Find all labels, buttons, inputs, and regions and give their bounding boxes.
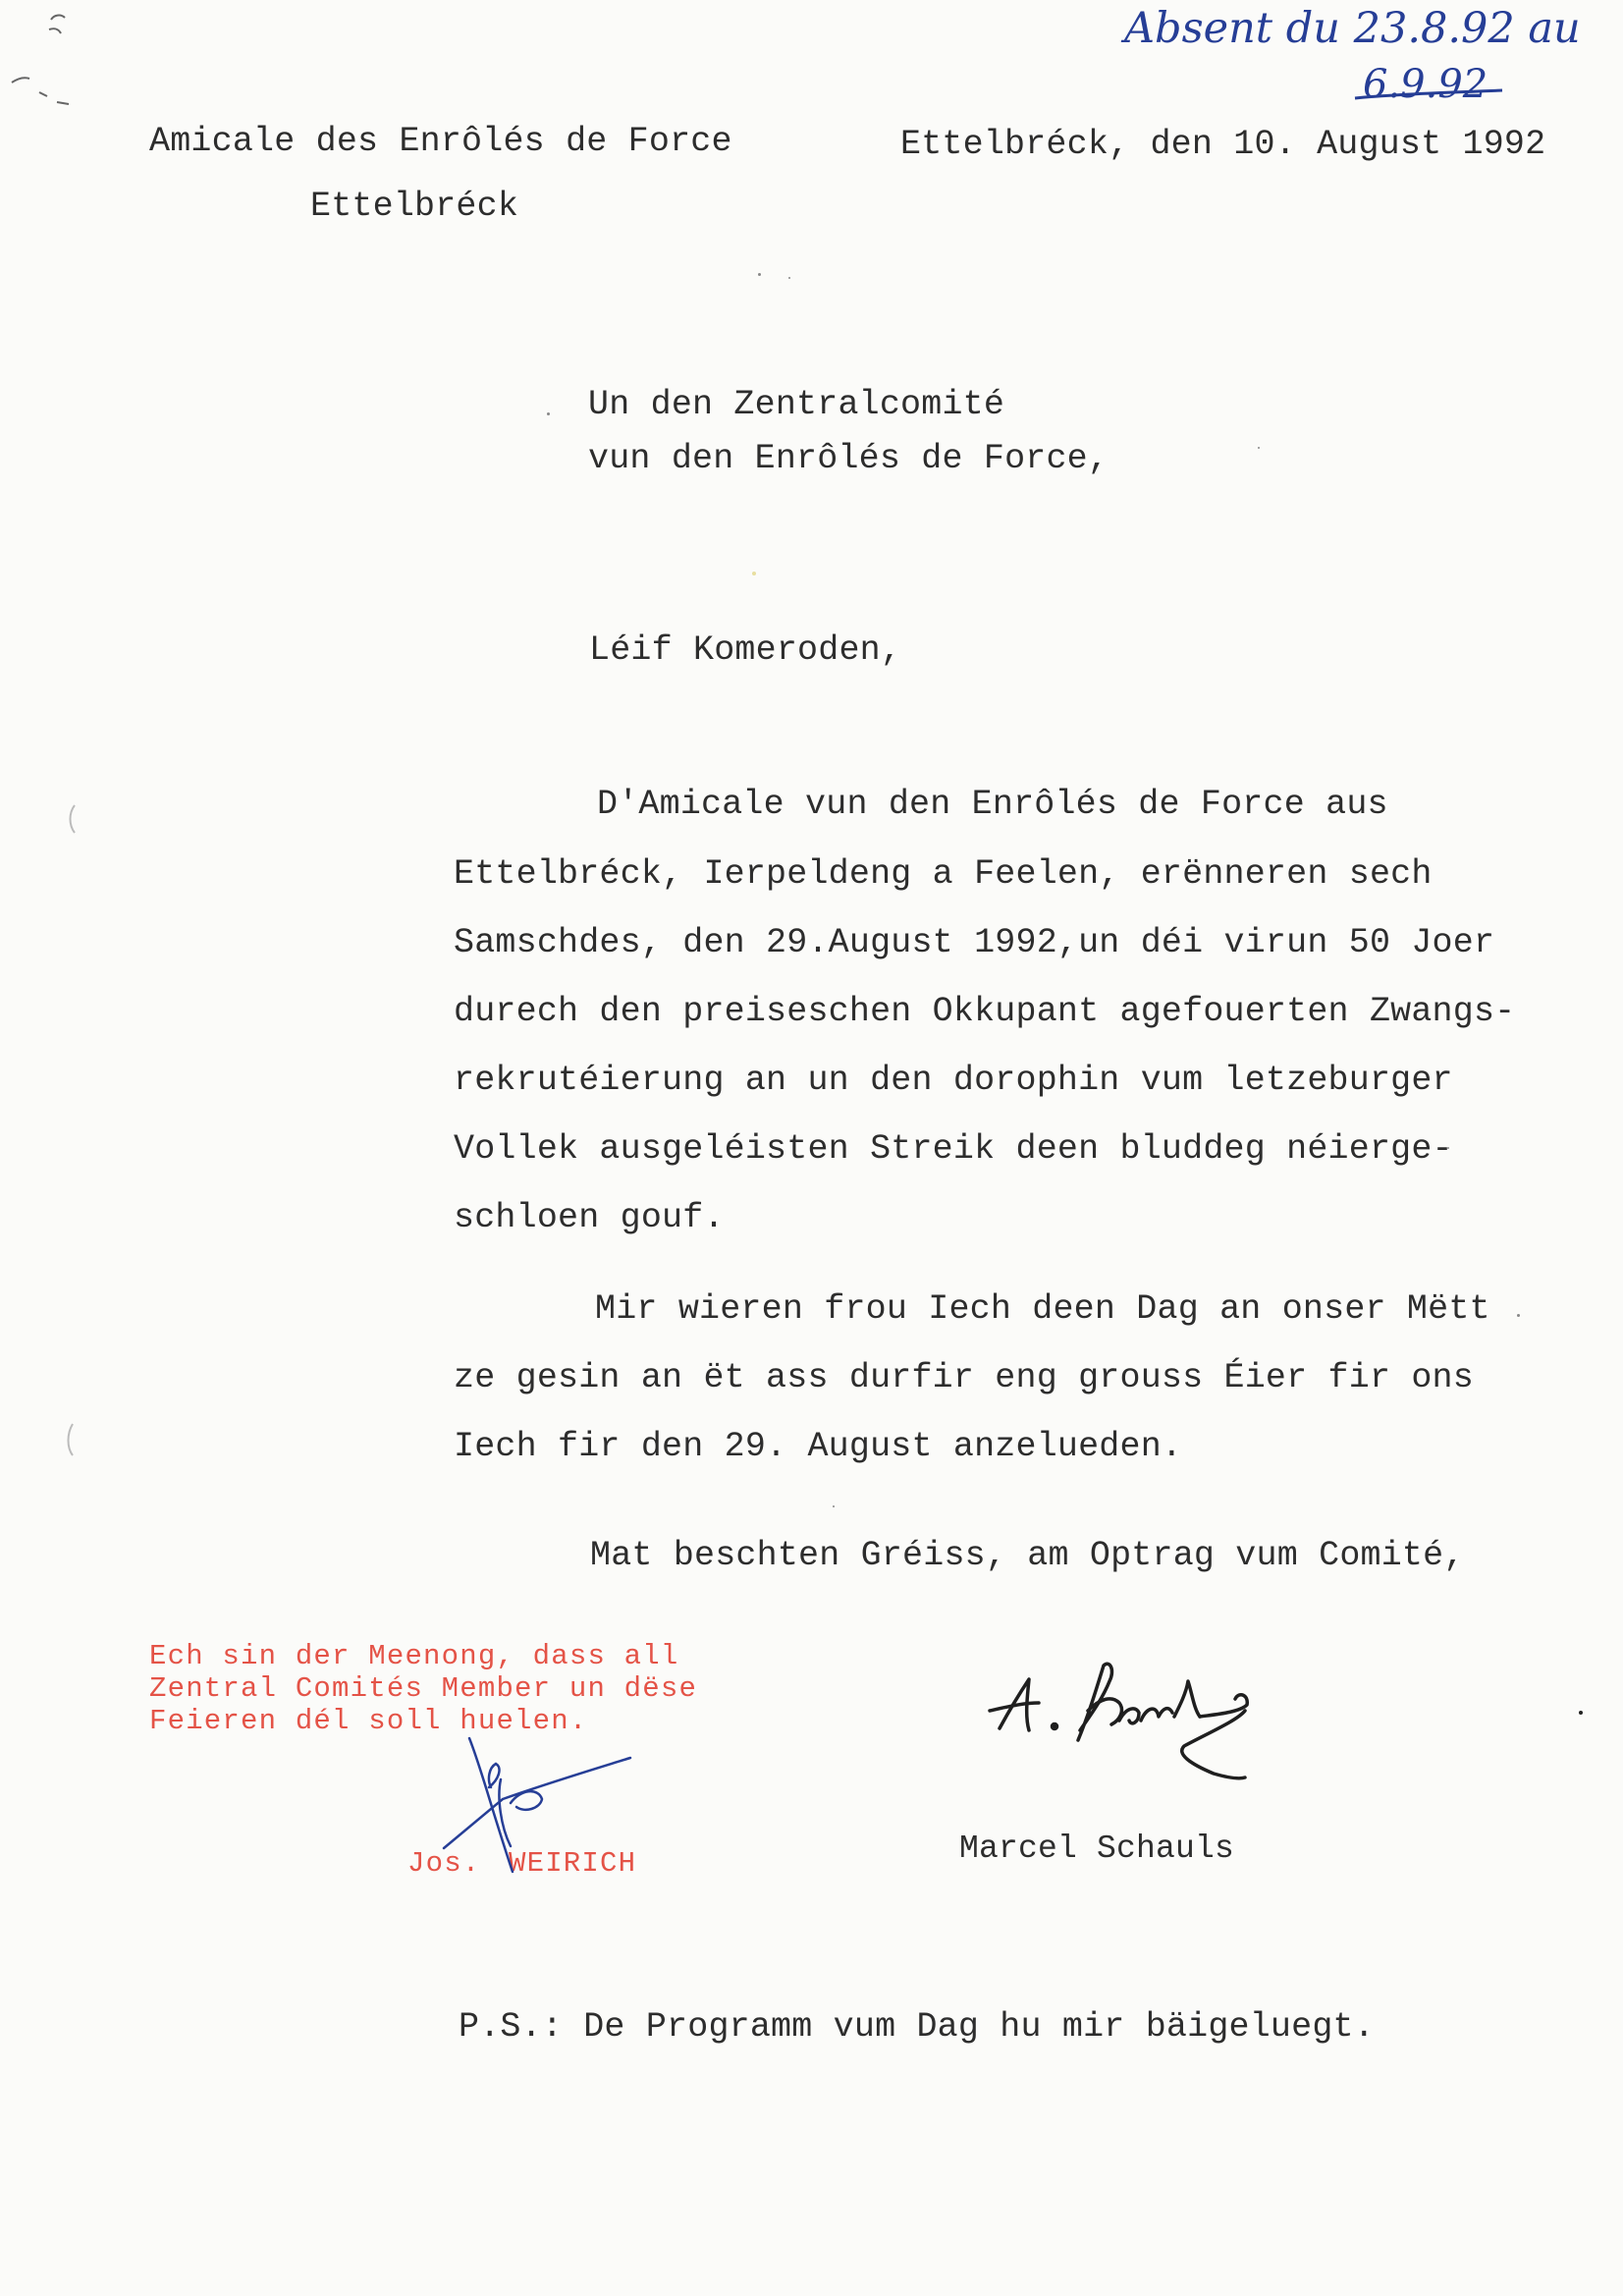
body-line: Vollek ausgeléisten Streik deen bluddeg néierge-: [454, 1129, 1453, 1169]
place-and-date: Ettelbréck, den 10. August 1992: [900, 125, 1546, 164]
scan-edge-mark: [71, 805, 76, 833]
body-line: Mir wieren frou Iech deen Dag an onser Mëtt: [595, 1289, 1490, 1329]
scan-edge-mark: [49, 16, 65, 33]
body-line: Ettelbréck, Ierpeldeng a Feelen, erënneren sech: [454, 854, 1433, 894]
scan-speck: [1579, 1711, 1583, 1715]
body-line: rekrutéierung an un den dorophin vum letzeburger: [454, 1061, 1453, 1100]
salutation: Léif Komeroden,: [589, 630, 902, 670]
body-line: Iech fir den 29. August anzelueden.: [454, 1427, 1183, 1466]
schauls-signature: [990, 1664, 1247, 1778]
annotation-signer-last-name: WEIRICH: [509, 1847, 637, 1880]
closing-line: Mat beschten Gréiss, am Optrag vum Comité,: [590, 1536, 1465, 1575]
scan-speck: [547, 412, 550, 415]
scan-speck: [1517, 1314, 1520, 1317]
scan-speck: [833, 1505, 835, 1507]
annotation-line: Zentral Comités Member un dëse: [149, 1672, 698, 1705]
scan-speck: [752, 572, 756, 575]
body-line: schloen gouf.: [454, 1198, 725, 1237]
signer-name: Marcel Schauls: [959, 1831, 1235, 1867]
annotation-line: Ech sin der Meenong, dass all: [149, 1640, 679, 1672]
recipient-line-1: Un den Zentralcomité: [588, 385, 1005, 424]
body-line: durech den preiseschen Okkupant agefouerten Zwangs-: [454, 992, 1516, 1031]
scan-speck: [788, 277, 790, 279]
scan-edge-mark: [12, 78, 69, 104]
sender-organization: Amicale des Enrôlés de Force: [149, 122, 732, 161]
postscript: P.S.: De Programm vum Dag hu mir bäigeluegt.: [459, 2007, 1375, 2047]
handwritten-absence-note-dates: 6.9.92: [1363, 62, 1488, 107]
sender-town: Ettelbréck: [310, 187, 519, 226]
body-line: ze gesin an ët ass durfir eng grouss Éier fir ons: [454, 1358, 1474, 1397]
body-line: D'Amicale vun den Enrôlés de Force aus: [597, 785, 1388, 824]
annotation-signer-first-name: Jos.: [407, 1847, 481, 1880]
annotation-line: Feieren dél soll huelen.: [149, 1705, 588, 1737]
body-line: Samschdes, den 29.August 1992,un déi virun 50 Joer: [454, 923, 1495, 962]
recipient-line-2: vun den Enrôlés de Force,: [588, 439, 1109, 478]
scan-speck: [1258, 447, 1260, 449]
scan-speck: [758, 273, 761, 276]
scan-edge-mark: [69, 1424, 74, 1455]
handwritten-absence-note: Absent du 23.8.92 au: [1124, 4, 1581, 53]
